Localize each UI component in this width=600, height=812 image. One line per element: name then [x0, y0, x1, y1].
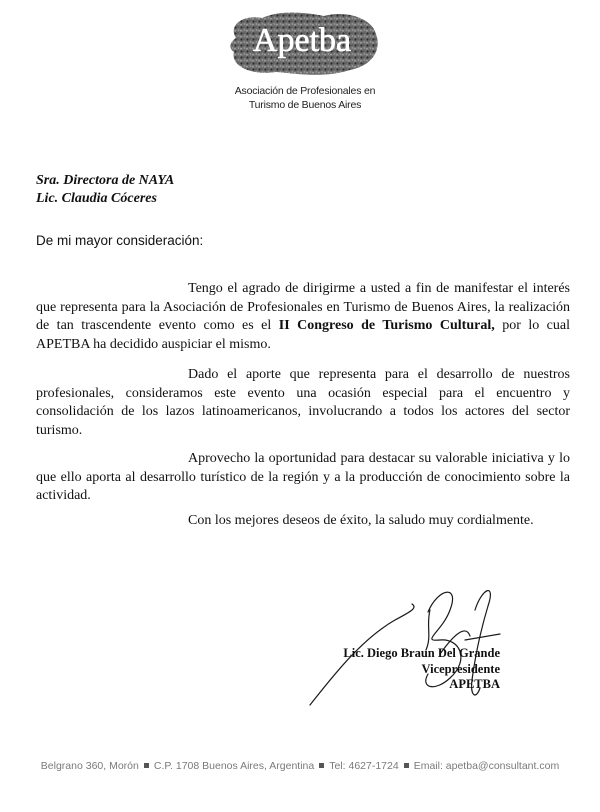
org-name-line1: Asociación de Profesionales en	[234, 85, 376, 97]
svg-text:Apetba: Apetba	[252, 22, 352, 59]
addressee-line1: Sra. Directora de NAYA	[36, 173, 175, 188]
paragraph-1-text-end: por lo cual APETBA ha decidido auspiciar el mismo.	[36, 318, 571, 352]
closing-paragraph: Con los mejores deseos de éxito, la saludo muy cordialmente.	[188, 513, 534, 528]
footer-email: Email: apetba@consultant.com	[413, 760, 560, 772]
signature-block	[340, 646, 500, 693]
separator-square-icon	[319, 763, 324, 768]
paragraph-2: Dado el aporte que representa para el desarrollo de nuestros profesionales, consideramos este evento una ocasión especial para el encuentro y consolidación de los lazos latinoamericanos, involucrando a todos los actores del sector turismo.	[36, 367, 570, 438]
signatory-title: Vicepresidente	[421, 661, 500, 676]
event-name: II Congreso de Turismo Cultural,	[278, 318, 495, 333]
paragraph-1	[36, 280, 570, 354]
addressee-block	[36, 172, 174, 208]
handwritten-signature	[300, 570, 520, 720]
signatory-org: APETBA	[449, 677, 500, 691]
paragraph-1-text: Tengo el agrado de dirigirme a usted a fin de manifestar el interés que representa para la Asociación de Profesionales en Turismo de Buenos Aires, la realización de tan trascendente evento como es el	[36, 281, 570, 333]
footer-contact	[0, 760, 600, 772]
separator-square-icon	[404, 763, 409, 768]
footer-phone: Tel: 4627-1724	[329, 760, 399, 772]
footer-postal: C.P. 1708 Buenos Aires, Argentina	[153, 760, 315, 772]
greeting: De mi mayor consideración:	[36, 233, 204, 248]
addressee-line2: Lic. Claudia Cóceres	[36, 191, 157, 206]
signatory-name: Lic. Diego Braun Del Grande	[343, 646, 500, 660]
org-name-line2: Turismo de Buenos Aires	[248, 99, 362, 111]
apetba-logo	[222, 8, 382, 78]
paragraph-3: Aprovecho la oportunidad para destacar su valorable iniciativa y lo que ello aporta al desarrollo turístico de la región y a la producción de conocimiento sobre la actividad.	[36, 451, 570, 503]
organization-name	[200, 84, 410, 112]
separator-square-icon	[144, 763, 149, 768]
footer-address: Belgrano 360, Morón	[40, 760, 139, 772]
